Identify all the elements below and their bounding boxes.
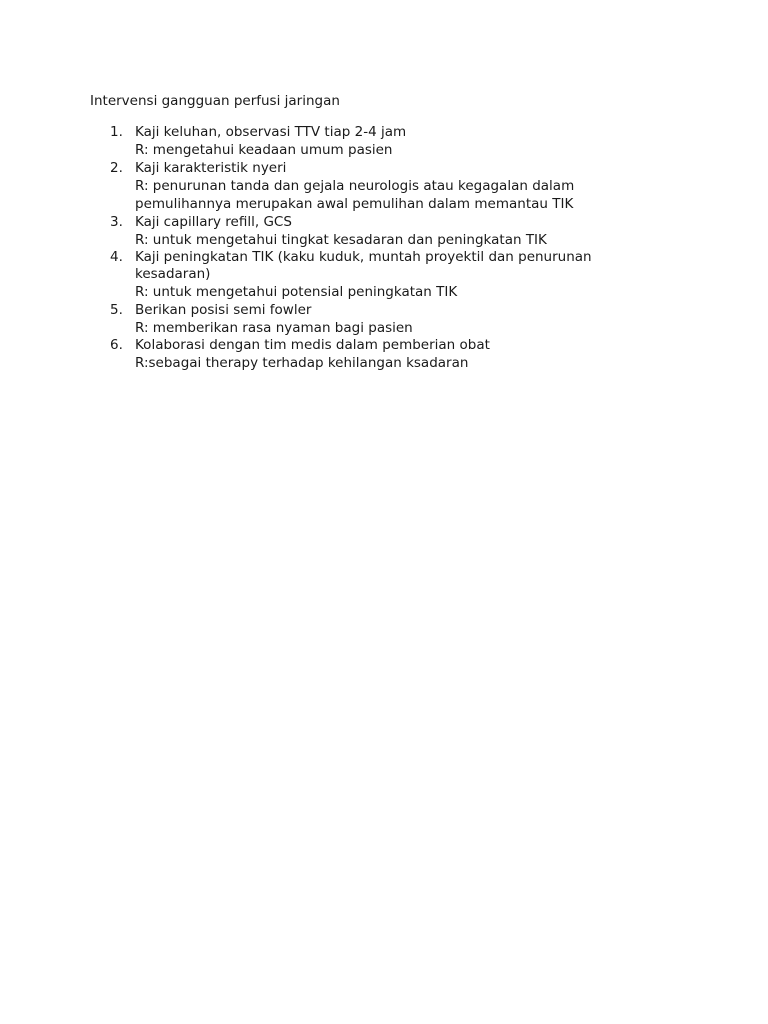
item-number: 5. xyxy=(110,301,123,318)
item-reason: R: mengetahui keadaan umum pasien xyxy=(135,142,393,158)
item-number: 3. xyxy=(110,213,123,230)
item-reason: R: untuk mengetahui potensial peningkatan TIK xyxy=(135,284,458,300)
item-text: Kaji capillary refill, GCS xyxy=(135,213,292,230)
item-number: 4. xyxy=(110,249,123,265)
item-text: Kaji peningkatan TIK (kaku kuduk, muntah proyektil dan penurunan kesadaran) xyxy=(135,249,592,282)
list-item xyxy=(90,214,650,250)
item-reason: R: untuk mengetahui tingkat kesadaran dan peningkatan TIK xyxy=(135,231,547,248)
item-reason: R:sebagai therapy terhadap kehilangan ksadaran xyxy=(135,355,469,371)
item-reason: R: memberikan rasa nyaman bagi pasien xyxy=(135,319,413,336)
item-text: Kaji keluhan, observasi TTV tiap 2-4 jam xyxy=(135,124,407,140)
list-item xyxy=(90,124,650,160)
item-text: Kaji karakteristik nyeri xyxy=(135,159,287,176)
list-item xyxy=(90,302,650,338)
list-item xyxy=(90,249,650,302)
item-reason: R: penurunan tanda dan gejala neurologis atau kegagalan dalam pemulihannya merupakan awal pemulihan dalam memantau TIK xyxy=(135,177,575,212)
list-item xyxy=(90,337,650,373)
item-number: 2. xyxy=(110,159,123,176)
document-title: Intervensi gangguan perfusi jaringan xyxy=(90,93,340,109)
item-number: 1. xyxy=(110,124,123,140)
intervention-list xyxy=(90,124,650,373)
list-item xyxy=(90,160,650,214)
item-number: 6. xyxy=(110,337,123,353)
item-text: Kolaborasi dengan tim medis dalam pemberian obat xyxy=(135,337,490,353)
item-text: Berikan posisi semi fowler xyxy=(135,301,312,318)
